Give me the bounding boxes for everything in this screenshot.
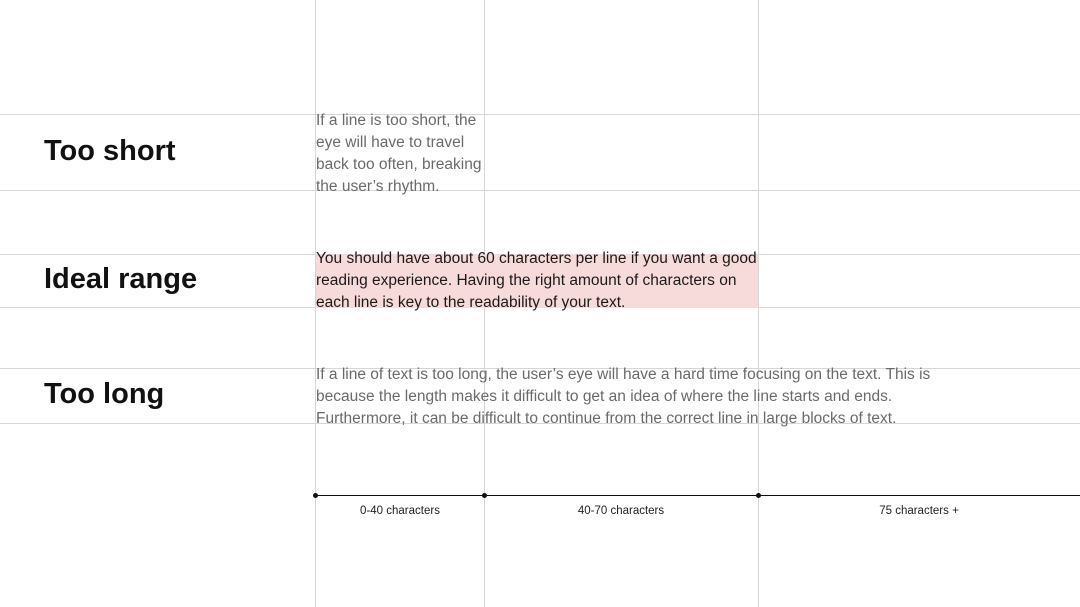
gridline-horizontal bbox=[0, 190, 1080, 191]
gridline-horizontal bbox=[0, 114, 1080, 115]
row-label-too-short: Too short bbox=[44, 135, 176, 167]
row-text-too-long: If a line of text is too long, the user’s eye will have a hard time focusing on the text. This is because the length makes it difficult to get an idea of where the line starts and ends. Furthermore, it can be difficult to continue from the correct line in large blocks of text. bbox=[316, 366, 931, 427]
scale-tick-dot bbox=[756, 493, 761, 498]
scale-label-40-70: 40-70 characters bbox=[577, 505, 665, 517]
scale-tick-dot bbox=[313, 493, 318, 498]
row-label-too-long: Too long bbox=[44, 378, 165, 410]
scale-label-0-40: 0-40 characters bbox=[360, 505, 440, 517]
scale-axis bbox=[316, 495, 1080, 496]
scale-tick-dot bbox=[482, 493, 487, 498]
scale-label-75-plus: 75 characters + bbox=[879, 505, 959, 517]
row-text-ideal-range: You should have about 60 characters per line if you want a good reading experience. Having the right amount of characters on each line is key to the readability of your text. bbox=[316, 250, 757, 311]
row-label-ideal-range: Ideal range bbox=[44, 263, 198, 295]
row-text-too-short: If a line is too short, the eye will have to travel back too often, breaking the user’s rhythm. bbox=[316, 112, 482, 195]
